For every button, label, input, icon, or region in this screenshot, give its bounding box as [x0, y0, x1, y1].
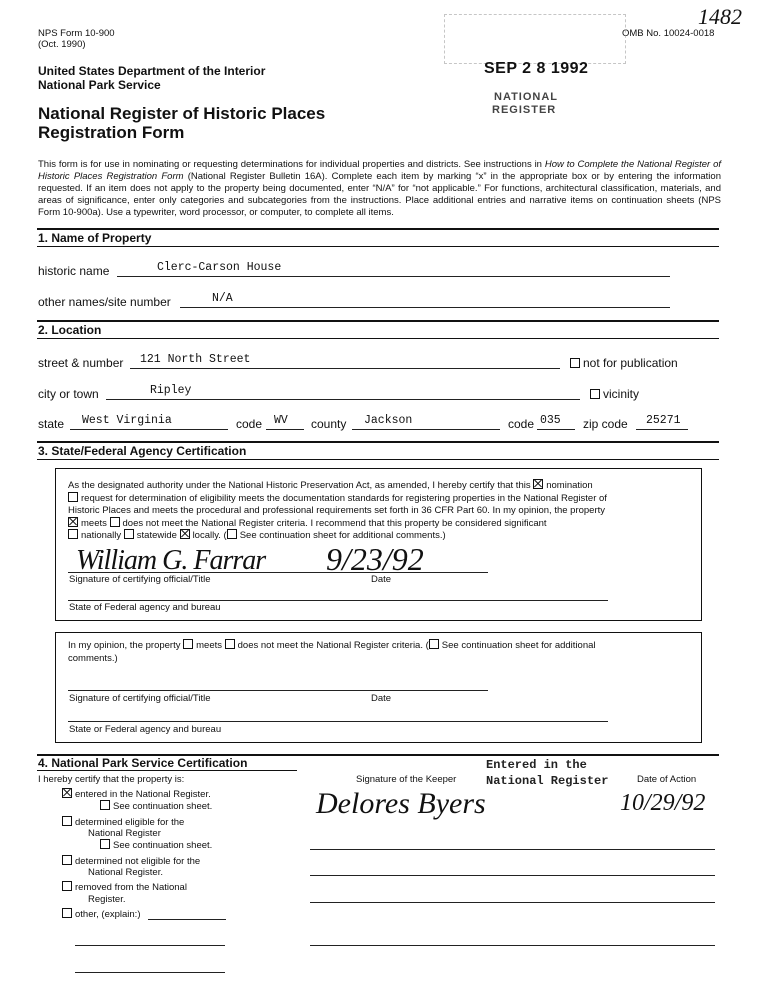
keeper-line-3[interactable] [310, 902, 715, 903]
section-4-heading: 4. National Park Service Certification [38, 756, 248, 770]
other-checkbox[interactable] [62, 908, 72, 918]
form-date: (Oct. 1990) [38, 39, 86, 50]
statewide-checkbox[interactable] [124, 529, 134, 539]
certifying-signature: William G. Farrar [76, 545, 266, 576]
meets-checkbox[interactable] [68, 517, 78, 527]
entered-continuation-checkbox[interactable] [100, 800, 110, 810]
option-removed[interactable]: removed from the National [62, 882, 187, 893]
does-not-meet-checkbox[interactable] [110, 517, 120, 527]
city-label: city or town [38, 387, 99, 401]
opinion-agency-label: State or Federal agency and bureau [69, 724, 222, 735]
form-subtitle: Registration Form [38, 123, 185, 142]
street-label: street & number [38, 356, 124, 370]
agency-label: State of Federal agency and bureau [69, 602, 221, 613]
request-checkbox[interactable] [68, 492, 78, 502]
historic-name-field[interactable]: Clerc-Carson House [117, 262, 670, 277]
entered-stamp-line1: Entered in the [486, 758, 587, 772]
signature-label: Signature of certifying official/Title [69, 574, 211, 585]
agency-subname: National Park Service [38, 78, 161, 92]
option-eligible[interactable]: determined eligible for the [62, 817, 184, 828]
section-1-rule [37, 228, 719, 230]
option-eligible-line2: National Register [88, 828, 161, 839]
form-number: NPS Form 10-900 [38, 28, 115, 39]
date-of-action-label: Date of Action [637, 774, 697, 785]
state-field[interactable]: West Virginia [70, 415, 228, 430]
opinion-does-not-meet-checkbox[interactable] [225, 639, 235, 649]
entered-checkbox[interactable] [62, 788, 72, 798]
opinion-agency-line[interactable] [68, 721, 608, 722]
zip-field[interactable]: 25271 [636, 415, 688, 430]
state-code-label: code [236, 417, 263, 431]
section-1-heading: 1. Name of Property [38, 231, 152, 245]
entered-stamp-line2: National Register [486, 774, 609, 788]
opinion-continuation-checkbox[interactable] [429, 639, 439, 649]
county-field[interactable]: Jackson [352, 415, 500, 430]
agency-line[interactable] [68, 600, 608, 601]
street-field[interactable]: 121 North Street [130, 354, 560, 369]
keeper-line-1[interactable] [310, 849, 715, 850]
section-3-heading: 3. State/Federal Agency Certification [38, 444, 247, 458]
vicinity-checkbox[interactable] [590, 389, 600, 399]
continuation-checkbox-1[interactable] [227, 529, 237, 539]
section-3-rule-bottom [37, 459, 719, 460]
certifying-date: 9/23/92 [326, 541, 424, 577]
keeper-signature-label: Signature of the Keeper [356, 774, 457, 785]
option-entered[interactable]: entered in the National Register. [62, 789, 211, 800]
nomination-checkbox[interactable] [533, 479, 543, 489]
section-2-heading: 2. Location [38, 323, 102, 337]
stamp-date: SEP 2 8 1992 [484, 60, 589, 77]
nationally-checkbox[interactable] [68, 529, 78, 539]
other-explain-line-3[interactable] [75, 972, 225, 973]
vicinity[interactable]: vicinity [590, 387, 639, 401]
county-code-field[interactable]: 035 [537, 415, 575, 430]
eligible-checkbox[interactable] [62, 816, 72, 826]
opinion-date-label: Date [371, 693, 392, 704]
opinion-signature-label: Signature of certifying official/Title [69, 693, 211, 704]
action-date: 10/29/92 [620, 790, 706, 816]
other-explain-line[interactable] [148, 919, 226, 920]
historic-name-label: historic name [38, 264, 110, 278]
eligible-continuation-checkbox[interactable] [100, 839, 110, 849]
signature-line[interactable] [68, 572, 488, 573]
opinion-meets-checkbox[interactable] [183, 639, 193, 649]
option-entered-continuation[interactable]: See continuation sheet. [100, 801, 212, 812]
county-label: county [311, 417, 347, 431]
other-names-field[interactable]: N/A [180, 293, 670, 308]
option-not-eligible-line2: National Register. [88, 867, 163, 878]
agency-name: United States Department of the Interior [38, 64, 266, 78]
city-field[interactable]: Ripley [106, 385, 580, 400]
form-title: National Register of Historic Places [38, 104, 326, 123]
section-4-rule-bottom [37, 770, 297, 771]
section-2-rule [37, 320, 719, 322]
certify-statement: I hereby certify that the property is: [38, 774, 185, 785]
keeper-line-4[interactable] [310, 945, 715, 946]
not-for-publication-checkbox[interactable] [570, 358, 580, 368]
date-label: Date [371, 574, 392, 585]
locally-checkbox[interactable] [180, 529, 190, 539]
keeper-signature: Delores Byers [316, 787, 486, 820]
opinion-signature-line[interactable] [68, 690, 488, 691]
instructions-paragraph: This form is for use in nominating or requesting determinations for individual properties and districts. See instructions in How to Complete the National Register of Historic Places Registration Form (National Register Bulletin 16A). Complete each item by marking “x” in the appropriate box or by entering the information requested. If an item does not apply to the property being documented, enter “N/A” for “not applicable.” For functions, architectural classification, materials, and areas of significance, enter only categories and subcategories from the instructions. Place additional entries and narrative items on continuation sheets (NPS Form 10-900a). Use a typewriter, word processor, or computer, to complete all items. [38, 159, 722, 218]
handwritten-number: 1482 [698, 4, 742, 29]
not-eligible-checkbox[interactable] [62, 855, 72, 865]
stamp-national: NATIONAL [494, 91, 559, 103]
opinion-panel: In my opinion, the property meets does not meet the National Register criteria. ( See continuation sheet for additional comments.) Signature of certifying official/Title Date State or Federal agency and bureau [55, 632, 702, 743]
other-names-label: other names/site number [38, 295, 171, 309]
section-1-rule-bottom [37, 246, 719, 247]
state-code-field[interactable]: WV [266, 415, 304, 430]
state-label: state [38, 417, 65, 431]
option-removed-line2: Register. [88, 894, 126, 905]
option-not-eligible[interactable]: determined not eligible for the [62, 856, 200, 867]
section-2-rule-bottom [37, 338, 719, 339]
stamp-register: REGISTER [492, 104, 557, 116]
keeper-line-2[interactable] [310, 875, 715, 876]
section-3-rule [37, 441, 719, 443]
county-code-label: code [508, 417, 535, 431]
zip-label: zip code [583, 417, 628, 431]
omb-number: OMB No. 10024-0018 [622, 28, 715, 39]
option-eligible-continuation[interactable]: See continuation sheet. [100, 840, 212, 851]
received-stamp-frame [444, 14, 626, 64]
removed-checkbox[interactable] [62, 881, 72, 891]
other-explain-line-2[interactable] [75, 945, 225, 946]
certification-panel: As the designated authority under the National Historic Preservation Act, as amended, I hereby certify that this nomination request for determination of eligibility meets the documentation standards for registering properties in the National Register of Historic Places and meets the procedural and professional requirements set forth in 36 CFR Part 60. In my opinion, the property meets does not meet the National Register criteria. I recommend that this property be considered significant nationally statewide locally. ( See continuation sheet for additional comments.) William G. Farrar 9/23/92 Signature of certifying official/Title Date State of Federal agency and bureau [55, 468, 702, 621]
option-other[interactable]: other, (explain:) [62, 909, 140, 920]
not-for-publication[interactable]: not for publication [570, 356, 678, 370]
